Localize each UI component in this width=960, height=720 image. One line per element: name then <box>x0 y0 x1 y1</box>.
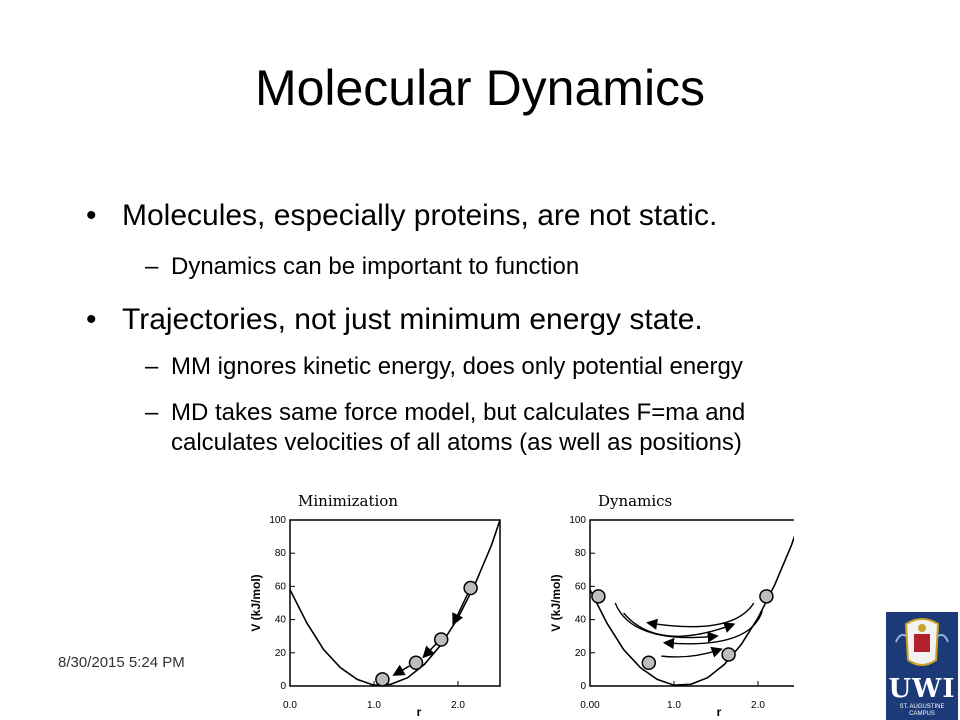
x-tick-label: 1.0 <box>667 700 681 711</box>
sub-bullet-text: Dynamics can be important to function <box>171 253 580 280</box>
sub-bullet-continuation: calculates velocities of all atoms (as well as positions) <box>171 429 742 456</box>
logo-wordmark: UWI <box>888 674 956 704</box>
chart-title: Dynamics <box>598 492 673 510</box>
sub-bullet-item <box>145 352 743 382</box>
slide-title: Molecular Dynamics <box>254 60 706 116</box>
y-tick-label: 80 <box>274 548 286 560</box>
energy-figure <box>234 486 794 720</box>
trajectory-arrow <box>649 603 754 627</box>
atom-point <box>722 648 735 661</box>
bullet-dot-icon: • <box>86 303 97 336</box>
sub-bullet-text: MM ignores kinetic energy, does only potential energy <box>171 353 743 380</box>
x-axis-label: r <box>416 705 422 719</box>
y-tick-label: 0 <box>280 681 286 692</box>
atom-point <box>435 633 448 646</box>
x-axis-label: r <box>716 705 722 719</box>
sub-bullet-item <box>145 398 745 458</box>
y-tick-label: 20 <box>274 647 286 659</box>
atom-point <box>592 590 605 603</box>
minimization-chart <box>249 492 500 719</box>
y-tick-label: 100 <box>269 515 286 526</box>
logo-sub-line1: ST. AUGUSTINE <box>899 704 945 710</box>
bullet-text: Trajectories, not just minimum energy state. <box>122 303 703 336</box>
sub-bullet-item <box>145 252 579 282</box>
atom-point <box>410 656 423 669</box>
x-tick-label: 2.0 <box>751 700 765 711</box>
bullet-text: Molecules, especially proteins, are not static. <box>122 199 718 232</box>
x-tick-label: 1.0 <box>367 700 381 711</box>
y-tick-label: 80 <box>574 548 586 560</box>
bullet-item <box>86 198 717 234</box>
bullet-dot-icon: • <box>86 199 97 232</box>
y-tick-label: 0 <box>580 681 586 692</box>
energy-curve <box>290 520 500 685</box>
y-axis-label: V (kJ/mol) <box>549 574 563 632</box>
logo-sub-line2: CAMPUS <box>909 711 935 717</box>
y-tick-label: 20 <box>574 647 586 659</box>
y-tick-label: 40 <box>574 614 586 626</box>
plot-frame <box>590 520 794 686</box>
x-tick-label: 0.0 <box>283 700 297 711</box>
x-tick-label: 2.0 <box>451 700 465 711</box>
y-tick-label: 60 <box>274 581 286 593</box>
dynamics-chart <box>549 492 794 719</box>
path-arrow <box>395 666 409 674</box>
plot-frame <box>290 520 500 686</box>
logo-subtitle <box>886 704 958 718</box>
atom-point <box>760 590 773 603</box>
path-arrow <box>424 643 437 656</box>
trajectory-arrow <box>666 611 763 644</box>
atom-point <box>376 673 389 686</box>
y-tick-label: 40 <box>274 614 286 626</box>
dash-icon: – <box>145 353 159 380</box>
y-tick-label: 60 <box>574 581 586 593</box>
atom-point <box>642 656 655 669</box>
sub-bullet-text: MD takes same force model, but calculates F=ma and <box>171 399 746 426</box>
path-arrow <box>454 593 468 623</box>
slide-date: 8/30/2015 5:24 PM <box>58 654 185 671</box>
crest-icon <box>886 612 958 674</box>
x-tick-label: 0.00 <box>580 700 600 711</box>
uwi-logo <box>886 612 958 720</box>
y-tick-label: 100 <box>569 515 586 526</box>
atom-point <box>464 582 477 595</box>
dash-icon: – <box>145 399 159 426</box>
bullet-item <box>86 302 703 338</box>
y-axis-label: V (kJ/mol) <box>249 574 263 632</box>
dash-icon: – <box>145 253 159 280</box>
chart-title: Minimization <box>298 492 398 510</box>
trajectory-arrow <box>661 649 720 656</box>
